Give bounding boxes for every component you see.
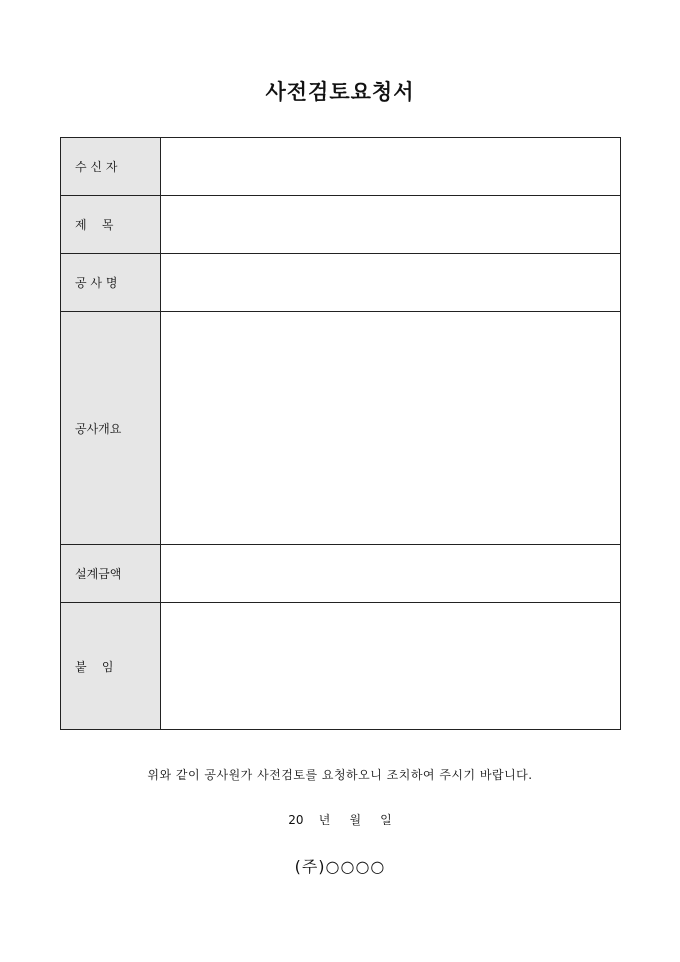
project-name-row (61, 254, 621, 312)
design-amount-row (61, 545, 621, 603)
project-overview-row (61, 312, 621, 545)
subject-row (61, 196, 621, 254)
design-amount-field[interactable] (161, 545, 621, 603)
request-statement: 위와 같이 공사원가 사전검토를 요청하오니 조치하여 주시기 바랍니다. (147, 768, 533, 782)
attachment-row (61, 603, 621, 730)
recipient-row (61, 138, 621, 196)
company-name: (주)○○○○ (294, 857, 386, 876)
document-title: 사전검토요청서 (265, 79, 415, 104)
project-overview-label: 공사개요 (61, 312, 161, 545)
project-name-label: 공 사 명 (61, 254, 161, 312)
attachment-label: 붙 임 (61, 603, 161, 730)
subject-label: 제 목 (61, 196, 161, 254)
request-form-table (60, 137, 621, 730)
attachment-field[interactable] (161, 603, 621, 730)
subject-field[interactable] (161, 196, 621, 254)
recipient-field[interactable] (161, 138, 621, 196)
project-overview-field[interactable] (161, 312, 621, 545)
project-name-field[interactable] (161, 254, 621, 312)
recipient-label: 수 신 자 (61, 138, 161, 196)
design-amount-label: 설계금액 (61, 545, 161, 603)
date-line: 20 년 월 일 (288, 813, 392, 827)
